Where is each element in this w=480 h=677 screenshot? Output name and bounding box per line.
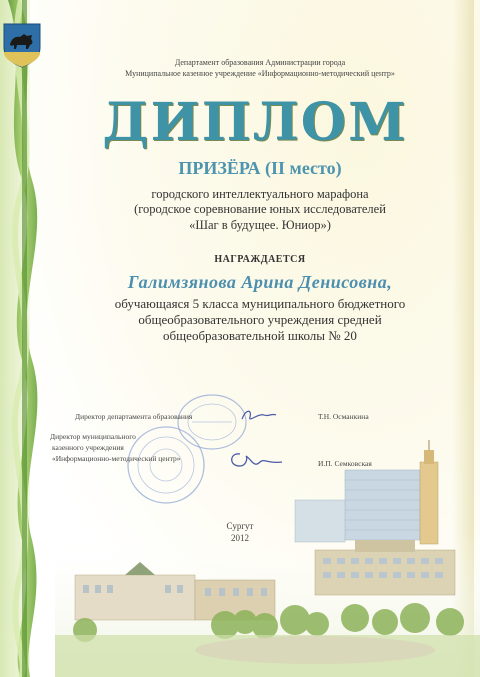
footer-year: 2012	[231, 533, 249, 543]
recipient-line-1: обучающаяся 5 класса муниципального бюджетного	[114, 296, 406, 311]
event-line-1: городского интеллектуального марафона	[151, 187, 369, 201]
director2-title-line-2: казенного учреждения	[52, 443, 124, 452]
ribbon-decoration	[0, 0, 60, 677]
signature-director-2	[226, 448, 286, 472]
director2-name: И.П. Семковская	[318, 459, 372, 468]
event-line-2: (городское соревнование юных исследователей	[134, 202, 386, 216]
director2-title-line-3: «Информационно-методический центр»	[52, 454, 181, 463]
director1-name: Т.Н. Османкина	[318, 412, 369, 421]
city-coat-of-arms-logo	[2, 22, 42, 68]
header-line-center: Муниципальное казенное учреждение «Информационно-методический центр»	[125, 69, 395, 78]
signature-director-1	[238, 405, 278, 425]
director1-title: Директор департамента образования	[75, 412, 193, 421]
recipient-line-2: общеобразовательного учреждения средней	[138, 312, 382, 327]
city-buildings-illustration	[55, 440, 480, 677]
recipient-line-3: общеобразовательной школы № 20	[163, 328, 357, 343]
diploma-title: ДИПЛОМ	[102, 92, 408, 153]
event-line-3: «Шаг в будущее. Юниор»)	[189, 218, 331, 232]
award-place-subtitle: ПРИЗЁРА (II место)	[178, 158, 342, 178]
header-line-department: Департамент образования Администрации города	[174, 58, 346, 67]
awarded-label: НАГРАЖДАЕТСЯ	[214, 254, 306, 265]
footer-place-date	[200, 520, 280, 544]
footer-city: Сургут	[226, 521, 254, 531]
recipient-name: Галимзянова Арина Денисовна,	[127, 272, 393, 292]
director2-title-line-1: Директор муниципального	[50, 432, 136, 441]
